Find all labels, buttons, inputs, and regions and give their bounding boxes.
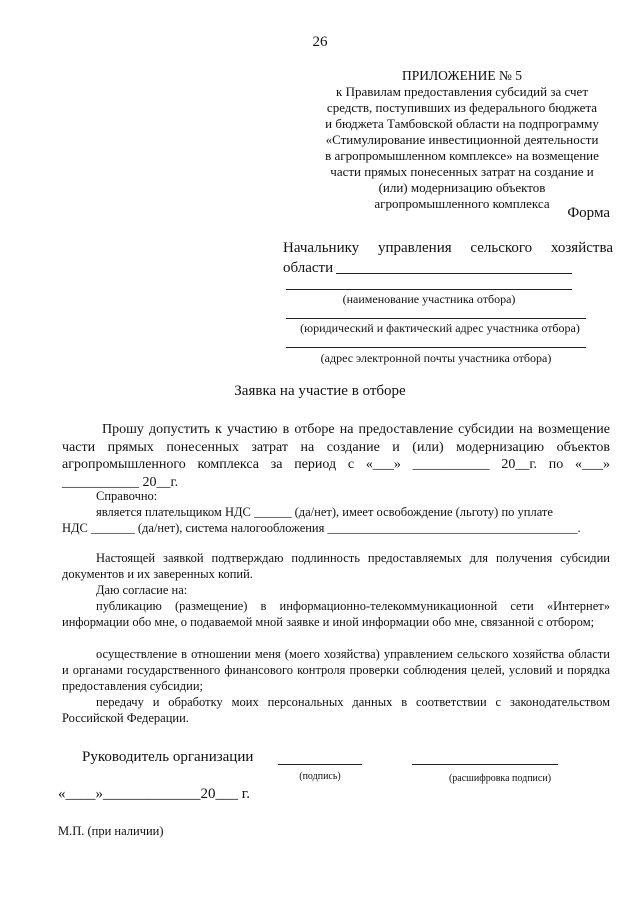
addressee-word: Начальнику xyxy=(283,240,360,256)
participant-email-line xyxy=(286,347,586,348)
appendix-line: средств, поступивших из федерального бюджета xyxy=(326,100,598,115)
caption-participant-name: (наименование участника отбора) xyxy=(342,292,516,306)
addressee-word: сельского xyxy=(470,240,533,256)
consent-item-personal-data: передачу и обработку моих персональных данных в соответствии с законодательством Российской Федерации. xyxy=(62,695,610,725)
addressee-region-label: области xyxy=(283,260,334,276)
stamp-place: М.П. (при наличии) xyxy=(58,824,164,838)
signature-line xyxy=(278,764,362,765)
caption-signature: (подпись) xyxy=(299,771,341,782)
form-label: Форма xyxy=(567,205,610,221)
request-paragraph: Прошу допустить к участию в отборе на предоставление субсидии на возмещение части прямых понесенных затрат на создание и (или) модернизацию объектов агропромышленного комплекса за период с «___» ___________ 20__г. по «___» ___________ 20__г. xyxy=(62,422,610,490)
region-fill-line xyxy=(336,273,572,274)
reference-label: Справочно: xyxy=(96,489,158,503)
document-heading: Заявка на участие в отборе xyxy=(234,383,406,399)
appendix-header xyxy=(312,68,612,212)
appendix-line: и бюджета Тамбовской области на подпрограмму xyxy=(325,116,599,131)
appendix-line: агропромышленного комплекса xyxy=(374,196,550,211)
appendix-line: «Стимулирование инвестиционной деятельности xyxy=(325,132,599,147)
addressee-word: управления xyxy=(377,240,452,256)
caption-participant-email: (адрес электронной почты участника отбора) xyxy=(320,351,552,365)
appendix-line: (или) модернизацию объектов xyxy=(378,180,546,195)
consent-item-publication: публикацию (размещение) в информационно-телекоммуникационной сети «Интернет» информации обо мне, о подаваемой мной заявке и иной информации обо мне, связанной с отбором; xyxy=(62,599,610,629)
appendix-line: части прямых понесенных затрат на создание и xyxy=(330,164,594,179)
participant-address-line xyxy=(286,318,586,319)
participant-name-line xyxy=(286,289,572,290)
addressee-line-1 xyxy=(283,238,613,258)
signature-label: Руководитель организации xyxy=(82,749,254,765)
reference-line-2: НДС _______ (да/нет), система налогообложения ________________________________________. xyxy=(62,521,581,535)
caption-participant-address: (юридический и фактический адрес участника отбора) xyxy=(300,321,580,335)
consent-intro: Даю согласие на: xyxy=(96,583,188,597)
signature-decoding-line xyxy=(412,764,558,765)
signature-date: «____»_____________20___ г. xyxy=(58,786,250,802)
confirmation-paragraph: Настоящей заявкой подтверждаю подлинность предоставляемых для получения субсидии документов и их заверенных копий. xyxy=(62,551,610,581)
appendix-line: к Правилам предоставления субсидий за счет xyxy=(336,84,588,99)
appendix-title: ПРИЛОЖЕНИЕ № 5 xyxy=(401,68,523,83)
appendix-line: в агропромышленном комплексе» на возмещение xyxy=(325,148,599,163)
addressee-block xyxy=(283,238,613,278)
reference-line-1: является плательщиком НДС ______ (да/нет), имеет освобождение (льготу) по уплате xyxy=(96,505,553,519)
caption-signature-decoding: (расшифровка подписи) xyxy=(448,773,552,784)
addressee-word: хозяйства xyxy=(550,240,613,256)
page-number: 26 xyxy=(312,34,328,50)
consent-item-inspection: осуществление в отношении меня (моего хозяйства) управлением сельского хозяйства области и органами государственного финансового контроля проверки соблюдения целей, условий и порядка предоставления субсидии; xyxy=(62,647,610,693)
addressee-line-2 xyxy=(283,258,613,278)
